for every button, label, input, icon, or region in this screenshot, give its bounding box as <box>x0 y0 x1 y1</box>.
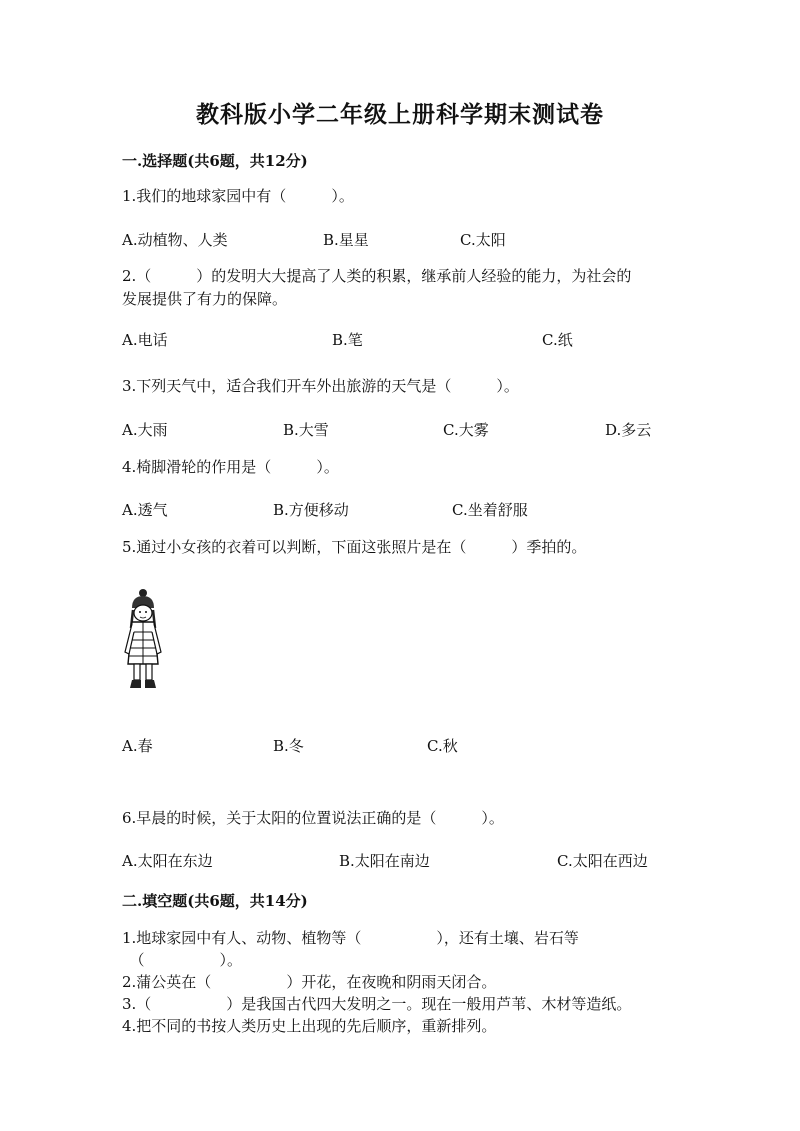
question-2-line-2: 发展提供了有力的保障。 <box>122 290 288 308</box>
question-6: 6.早晨的时候，关于太阳的位置说法正确的是（ ）。 <box>122 809 504 827</box>
fill-question-4: 4.把不同的书按人类历史上出现的先后顺序，重新排列。 <box>122 1017 497 1035</box>
section-heading-choice: 一.选择题(共6题，共12分) <box>122 152 308 170</box>
section-heading-fill: 二.填空题(共6题，共14分) <box>122 892 308 910</box>
fill-question-2: 2.蒲公英在（ ）开花，在夜晚和阴雨天闭合。 <box>122 973 497 991</box>
q3-option-a: A.大雨 <box>122 421 168 439</box>
q3-option-d: D.多云 <box>605 421 652 439</box>
question-1: 1.我们的地球家园中有（ ）。 <box>122 187 354 205</box>
q3-option-c: C.大雾 <box>443 421 489 439</box>
fill-question-3: 3.（ ）是我国古代四大发明之一。现在一般用芦苇、木材等造纸。 <box>122 995 632 1013</box>
q2-option-c: C.纸 <box>542 331 573 349</box>
q1-option-c: C.太阳 <box>460 231 506 249</box>
question-3: 3.下列天气中，适合我们开车外出旅游的天气是（ ）。 <box>122 377 519 395</box>
q5-option-c: C.秋 <box>427 737 458 755</box>
q6-option-a: A.太阳在东边 <box>122 852 213 870</box>
fill-question-1-line-1: 1.地球家园中有人、动物、植物等（ ），还有土壤、岩石等 <box>122 929 579 947</box>
page-title: 教科版小学二年级上册科学期末测试卷 <box>196 101 604 128</box>
q2-option-b: B.笔 <box>332 331 363 349</box>
fill-question-1-line-2: （ ）。 <box>122 951 243 969</box>
q5-option-a: A.春 <box>122 737 153 755</box>
q4-option-a: A.透气 <box>122 501 168 519</box>
q1-option-b: B.星星 <box>323 231 369 249</box>
question-5: 5.通过小女孩的衣着可以判断，下面这张照片是在（ ）季拍的。 <box>122 538 587 556</box>
q5-option-b: B.冬 <box>273 737 304 755</box>
girl-in-winter-coat-illustration <box>120 588 166 692</box>
question-4: 4.椅脚滑轮的作用是（ ）。 <box>122 458 339 476</box>
q3-option-b: B.大雪 <box>283 421 329 439</box>
q2-option-a: A.电话 <box>122 331 168 349</box>
q1-option-a: A.动植物、人类 <box>122 231 228 249</box>
q6-option-b: B.太阳在南边 <box>339 852 430 870</box>
q4-option-c: C.坐着舒服 <box>452 501 528 519</box>
q6-option-c: C.太阳在西边 <box>557 852 648 870</box>
q4-option-b: B.方便移动 <box>273 501 349 519</box>
question-2-line-1: 2.（ ）的发明大大提高了人类的积累，继承前人经验的能力，为社会的 <box>122 267 632 285</box>
